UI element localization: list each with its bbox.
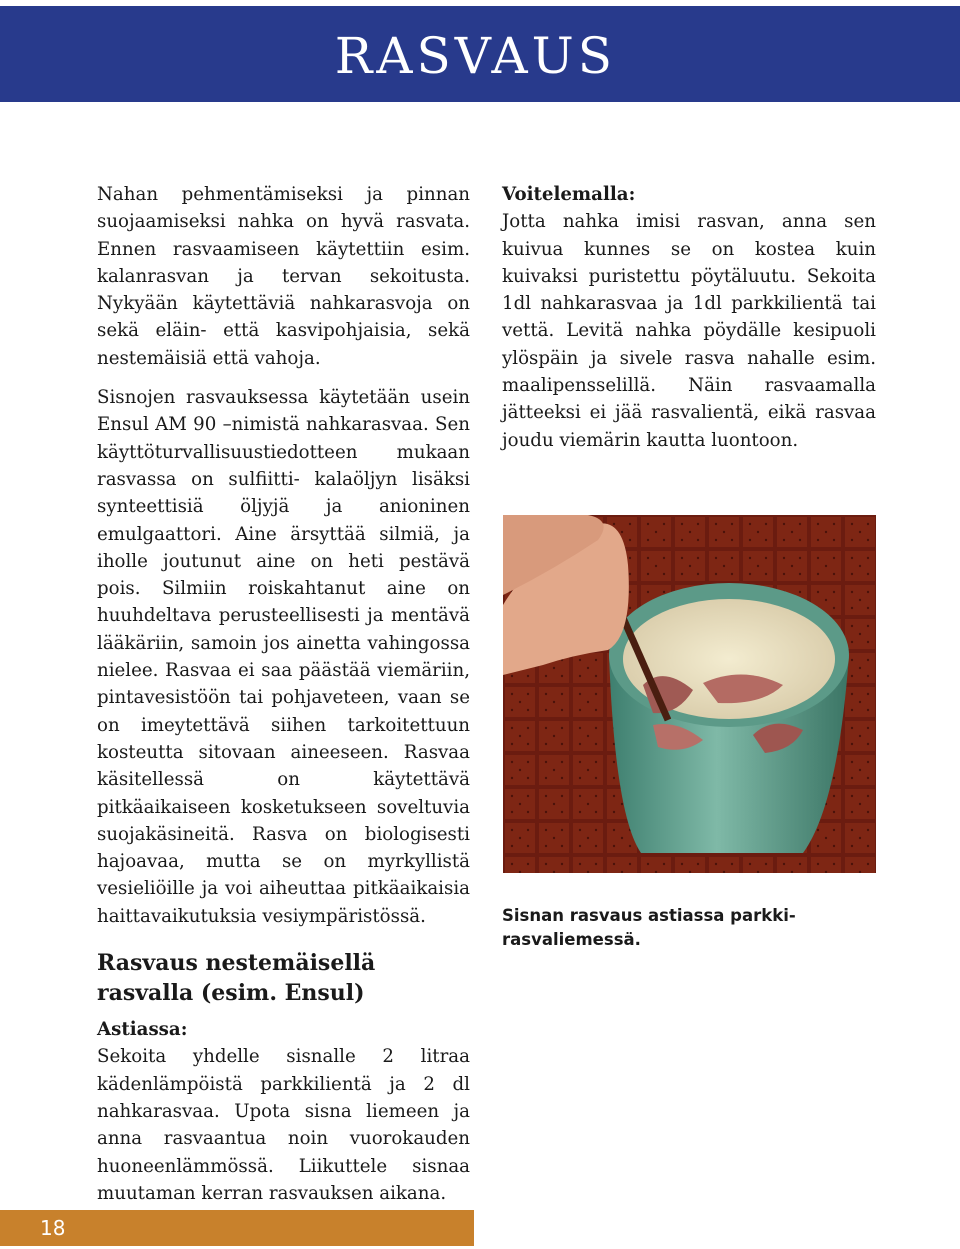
- page-title: RASVAUS: [334, 27, 616, 85]
- page-number: 18: [40, 1216, 66, 1240]
- safety-paragraph: Sisnojen rasvauksessa käytetään usein Ensul AM 90 –nimistä nahkarasvaa. Sen käyttöturvallisuustiedotteen mukaan rasvassa on sulfiitti- kalaöljyn lisäksi synteettisiä öljyjä ja anioninen emulgaattori. Aine ärsyttää silmiä, ja iholle joutunut aine on heti pestävä pois. Silmiin roiskahtanut aine on huuhdeltava perusteellisesti ja mentävä lääkäriin, samoin jos ainetta vahingossa nielee. Rasvaa ei saa päästää viemäriin, pintavesistöön tai pohjaveteen, vaan se on imeytettävä siihen tarkoitettuun kosteutta sitovaan aineeseen. Rasvaa käsitellessä on käytettävä pitkäaikaiseen kosketukseen soveltuvia suojakäsineitä. Rasva on biologisesti hajoavaa, mutta se on myrkyllistä vesieliöille ja voi aiheuttaa pitkäaikaisia haittavaikutuksia vesiympäristössä.: [97, 387, 470, 927]
- subheading-brushing: Voitelemalla:: [502, 184, 636, 205]
- photo-caption: Sisnan rasvaus astiassa parkki-rasvaliemessä.: [502, 906, 796, 949]
- left-column: [97, 181, 470, 1219]
- intro-paragraph: Nahan pehmentämiseksi ja pinnan suojaamiseksi nahka on hyvä rasvata. Ennen rasvaamiseen käytettiin esim. kalanrasvan ja tervan sekoitusta. Nykyään käytettäviä nahkarasvoja on sekä eläin- että kasvipohjaisia, sekä nestemäisiä että vahoja.: [97, 184, 470, 369]
- brushing-method-text: Jotta nahka imisi rasvan, anna sen kuivua kunnes se on kostea kuin kuivaksi puristettu pöytäluutu. Sekoita 1dl nahkarasvaa ja 1dl parkkilientä tai vettä. Levitä nahka pöydälle kesipuoli ylöspäin ja sivele rasva nahalle esim. maalipensselillä. Näin rasvaamalla jätteeksi ei jää rasvalientä, eikä rasvaa joudu viemärin kautta luontoon.: [502, 211, 876, 451]
- section-heading: Rasvaus nestemäisellä rasvalla (esim. Ensul): [97, 950, 376, 1007]
- subheading-container: Astiassa:: [97, 1019, 188, 1041]
- footer-bar: [0, 1210, 474, 1246]
- container-method-text: Sekoita yhdelle sisnalle 2 litraa kädenlämpöistä parkkilientä ja 2 dl nahkarasvaa. Upota sisna liemeen ja anna rasvaantua noin vuorokauden huoneenlämmössä. Liikuttele sisnaa muutaman kerran rasvauksen aikana.: [97, 1046, 470, 1204]
- bucket-photo: [503, 515, 876, 873]
- right-column: [502, 181, 876, 454]
